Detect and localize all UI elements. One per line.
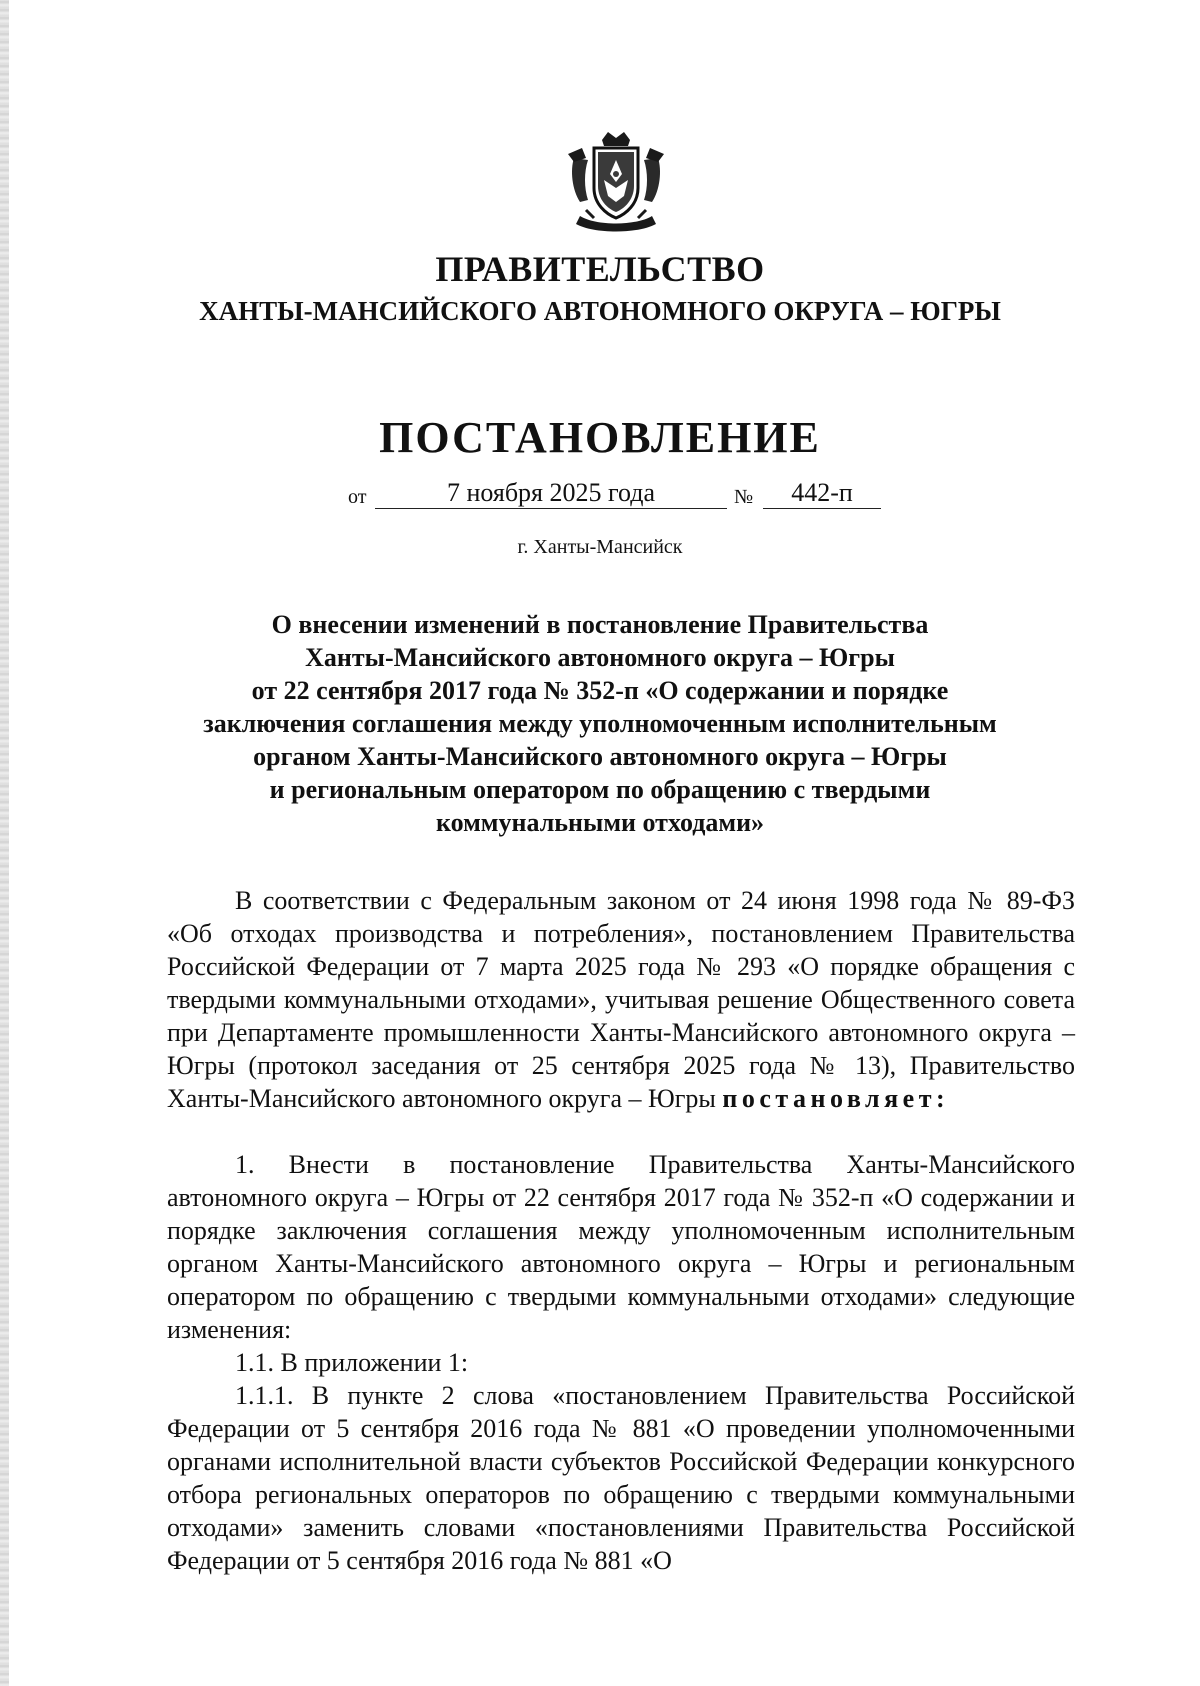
heading-line: О внесении изменений в постановление Правительства (271, 610, 929, 639)
resolves-word: постановляет: (722, 1084, 950, 1113)
org-title: ПРАВИТЕЛЬСТВО (435, 249, 765, 289)
date-number-line (0, 478, 1200, 518)
heading-line: органом Ханты-Мансийского автономного округа – Югры (253, 742, 947, 771)
item-1-1-paragraph: 1.1. В приложении 1: (235, 1348, 469, 1377)
heading-line: от 22 сентября 2017 года № 352-п «О содержании и порядке (251, 676, 949, 705)
org-subtitle: ХАНТЫ-МАНСИЙСКОГО АВТОНОМНОГО ОКРУГА – ЮГРЫ (199, 296, 1001, 326)
document-heading (170, 608, 1030, 839)
document-number: 442-п (763, 478, 881, 509)
heading-line: и региональным оператором по обращению с твердыми (269, 775, 931, 804)
heading-line: Ханты-Мансийского автономного округа – Югры (305, 643, 895, 672)
item-1-1-1-paragraph: 1.1.1. В пункте 2 слова «постановлением Правительства Российской Федерации от 5 сентября 2016 года № 881 «О проведении уполномоченными органами исполнительной власти субъектов Российской Федерации конкурсного отбора региональных операторов по обращению с твердыми коммунальными отходами» заменить словами «постановлениями Правительства Российской Федерации от 5 сентября 2016 года № 881 «О (167, 1381, 1075, 1575)
date-label: от (348, 486, 367, 508)
preamble-text: В соответствии с Федеральным законом от 24 июня 1998 года № 89-ФЗ «Об отходах производства и потребления», постановлением Правительства Российской Федерации от 7 марта 2025 года № 293 «О порядке обращения с твердыми коммунальными отходами», учитывая решение Общественного совета при Департаменте промышленности Ханты-Мансийского автономного округа – Югры (протокол заседания от 25 сентября 2025 года № 13), Правительство Ханты-Мансийского автономного округа – Югры (167, 886, 1075, 1113)
coat-of-arms-emblem (560, 130, 672, 238)
item-1-paragraph: 1. Внести в постановление Правительства Ханты-Мансийского автономного округа – Югры от 22 сентября 2017 года № 352-п «О содержании и порядке заключения соглашения между уполномоченным исполнительным органом Ханты-Мансийского автономного округа – Югры и региональным оператором по обращению с твердыми коммунальными отходами» следующие изменения: (167, 1150, 1075, 1344)
preamble-paragraph (167, 884, 1075, 1115)
heading-line: коммунальными отходами» (435, 808, 765, 837)
document-date: 7 ноября 2025 года (375, 478, 727, 509)
document-body (167, 884, 1075, 1577)
heading-line: заключения соглашения между уполномоченным исполнительным (203, 709, 997, 738)
number-label: № (734, 486, 754, 508)
document-city: г. Ханты-Мансийск (517, 536, 683, 558)
document-type: ПОСТАНОВЛЕНИЕ (379, 413, 821, 462)
